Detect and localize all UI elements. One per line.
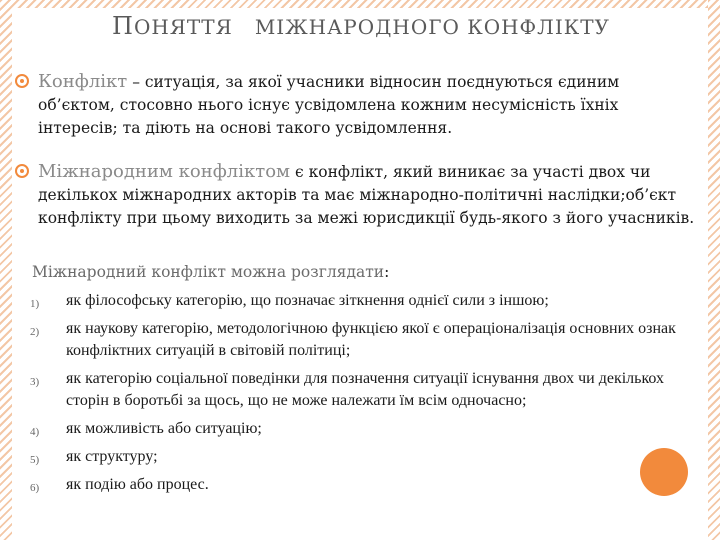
list-item-number: 4)	[30, 426, 40, 438]
lead-text: Міжнародний конфлікт можна розглядати	[32, 263, 385, 281]
bullet-international-conflict-definition	[38, 160, 698, 230]
list-item-text: як структуру;	[66, 448, 158, 465]
list-item-number: 6)	[30, 482, 40, 494]
list-item	[30, 318, 710, 362]
conflict-definition-text: – ситуація, за якої учасники відносин поєднуються єдиним об’єктом, стосовно нього існує усвідомлена кожним несумісність їхніх інтересів; та діють на основі такого усвідомлення.	[38, 73, 620, 137]
decorative-orange-circle	[640, 448, 688, 496]
list-item	[30, 368, 710, 412]
term-conflict: Конфлікт	[38, 71, 128, 92]
perspectives-list	[30, 290, 710, 502]
list-item-number: 3)	[30, 376, 40, 388]
list-item-text: як подію або процес.	[66, 476, 209, 493]
list-item	[30, 418, 710, 440]
list-item-number: 2)	[30, 326, 40, 338]
list-item-number: 1)	[30, 298, 40, 310]
list-item-text: як філософську категорію, що позначає зіткнення однієї сили з іншою;	[66, 292, 549, 309]
lead-line	[32, 263, 389, 281]
list-item-number: 5)	[30, 454, 40, 466]
term-international-conflict: Міжнародним конфліктом	[38, 161, 291, 182]
open-star-bullet-icon	[14, 73, 30, 89]
list-item	[30, 446, 710, 468]
list-item-text: як наукову категорію, методологічною функцією якої є операціоналізація основних ознак конфліктних ситуацій в світовій політиці;	[66, 320, 676, 359]
international-conflict-definition-text: є конфлікт, який виникає за участі двох чи декількох міжнародних акторів та має міжнародно-політичні наслідки;об’єкт конфлікту при цьому виходить за межі юрисдикції будь-якого з його учасників.	[38, 163, 695, 227]
title-rest: ОНЯТТЯ МІЖНАРОДНОГО КОНФЛІКТУ	[133, 15, 610, 39]
decorative-frame-top	[0, 0, 720, 8]
list-item	[30, 474, 710, 496]
lead-colon: :	[384, 263, 390, 281]
list-item-text: як можливість або ситуацію;	[66, 420, 262, 437]
list-item-text: як категорію соціальної поведінки для позначення ситуації існування двох чи декількох сторін в боротьбі за щось, що не може належати їм всім одночасно;	[66, 370, 664, 409]
slide-title	[112, 12, 672, 40]
title-first-letter: П	[112, 12, 134, 40]
list-item	[30, 290, 710, 312]
open-star-bullet-icon	[14, 163, 30, 179]
decorative-frame-left	[0, 0, 12, 540]
bullet-conflict-definition	[38, 70, 698, 140]
